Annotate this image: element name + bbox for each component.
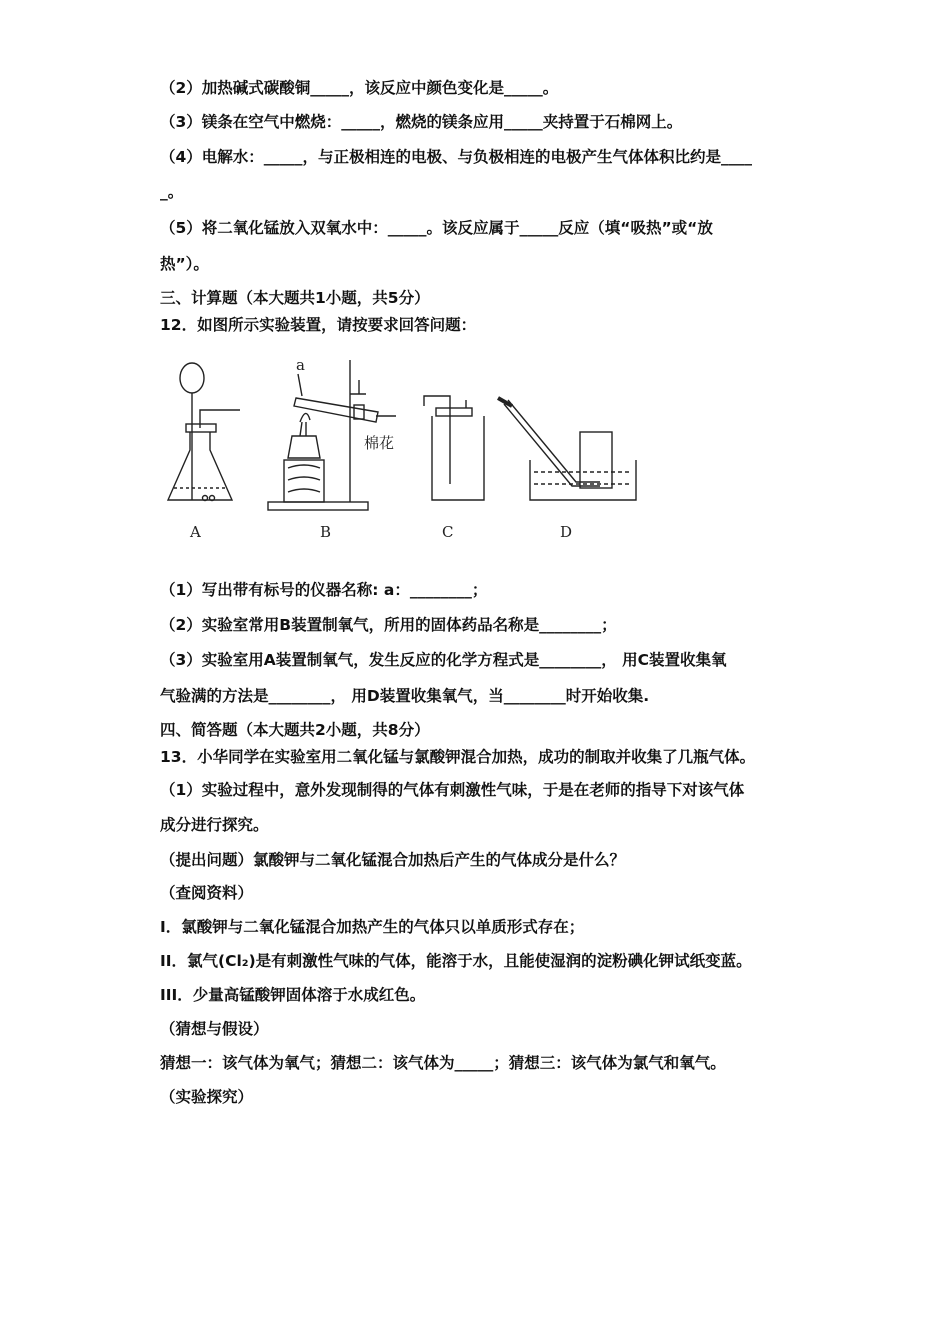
line-q11-3: （3）镁条在空气中燃烧：_____，燃烧的镁条应用_____夹持置于石棉网上。 <box>160 113 683 131</box>
q12-stem: 12．如图所示实验装置，请按要求回答问题： <box>160 316 477 334</box>
section-four-heading: 四、简答题（本大题共2小题，共8分） <box>160 721 430 739</box>
line-q11-2: （2）加热碱式碳酸铜_____，该反应中颜色变化是_____。 <box>160 79 559 97</box>
line-q11-4-cont: _。 <box>160 183 184 201</box>
cotton-label: 棉花 <box>364 434 395 452</box>
q13-hypothesis-heading: （猜想与假设） <box>160 1020 269 1038</box>
q13-question: （提出问题）氯酸钾与二氧化锰混合加热后产生的气体成分是什么？ <box>160 851 626 869</box>
label-d: D <box>560 523 573 541</box>
q12-1: （1）写出带有标号的仪器名称: a：________； <box>160 581 488 599</box>
q12-3-cont: 气验满的方法是________， 用D装置收集氧气，当________时开始收集. <box>160 687 650 705</box>
q13-ref-3: III．少量高锰酸钾固体溶于水成红色。 <box>160 986 426 1004</box>
q13-ref-1: I．氯酸钾与二氧化锰混合加热产生的气体只以单质形式存在； <box>160 918 585 936</box>
q13-stem: 13．小华同学在实验室用二氧化锰与氯酸钾混合加热，成功的制取并收集了几瓶气体。 <box>160 748 756 766</box>
q13-1: （1）实验过程中，意外发现制得的气体有刺激性气味，于是在老师的指导下对该气体 <box>160 781 745 799</box>
apparatus-a <box>168 363 240 501</box>
q13-1-cont: 成分进行探究。 <box>160 816 269 834</box>
apparatus-c <box>424 396 484 500</box>
q12-3: （3）实验室用A装置制氧气，发生反应的化学方程式是________， 用C装置收集氧 <box>160 651 727 669</box>
line-q11-5: （5）将二氧化锰放入双氧水中：_____。该反应属于_____反应（填“吸热”或“放 <box>160 219 713 237</box>
q13-experiment-heading: （实验探究） <box>160 1088 254 1106</box>
label-b: B <box>320 523 332 541</box>
q13-hypotheses: 猜想一：该气体为氧气；猜想二：该气体为_____；猜想三：该气体为氯气和氧气。 <box>160 1054 726 1072</box>
q13-reference-heading: （查阅资料） <box>160 884 254 902</box>
label-c: C <box>442 523 454 541</box>
q12-2: （2）实验室常用B装置制氧气，所用的固体药品名称是________； <box>160 616 617 634</box>
label-a: A <box>190 523 201 541</box>
section-three-heading: 三、计算题（本大题共1小题，共5分） <box>160 289 430 307</box>
q13-ref-2: II．氯气(Cl₂)是有刺激性气味的气体，能溶于水，且能使湿润的淀粉碘化钾试纸变蓝。 <box>160 952 752 970</box>
line-q11-5-cont: 热”）。 <box>160 255 209 273</box>
line-q11-4: （4）电解水：_____，与正极相连的电极、与负极相连的电极产生气体体积比约是____ <box>160 148 753 166</box>
mark-a: a <box>296 356 305 374</box>
apparatus-figure <box>160 350 640 550</box>
apparatus-d <box>498 398 636 500</box>
